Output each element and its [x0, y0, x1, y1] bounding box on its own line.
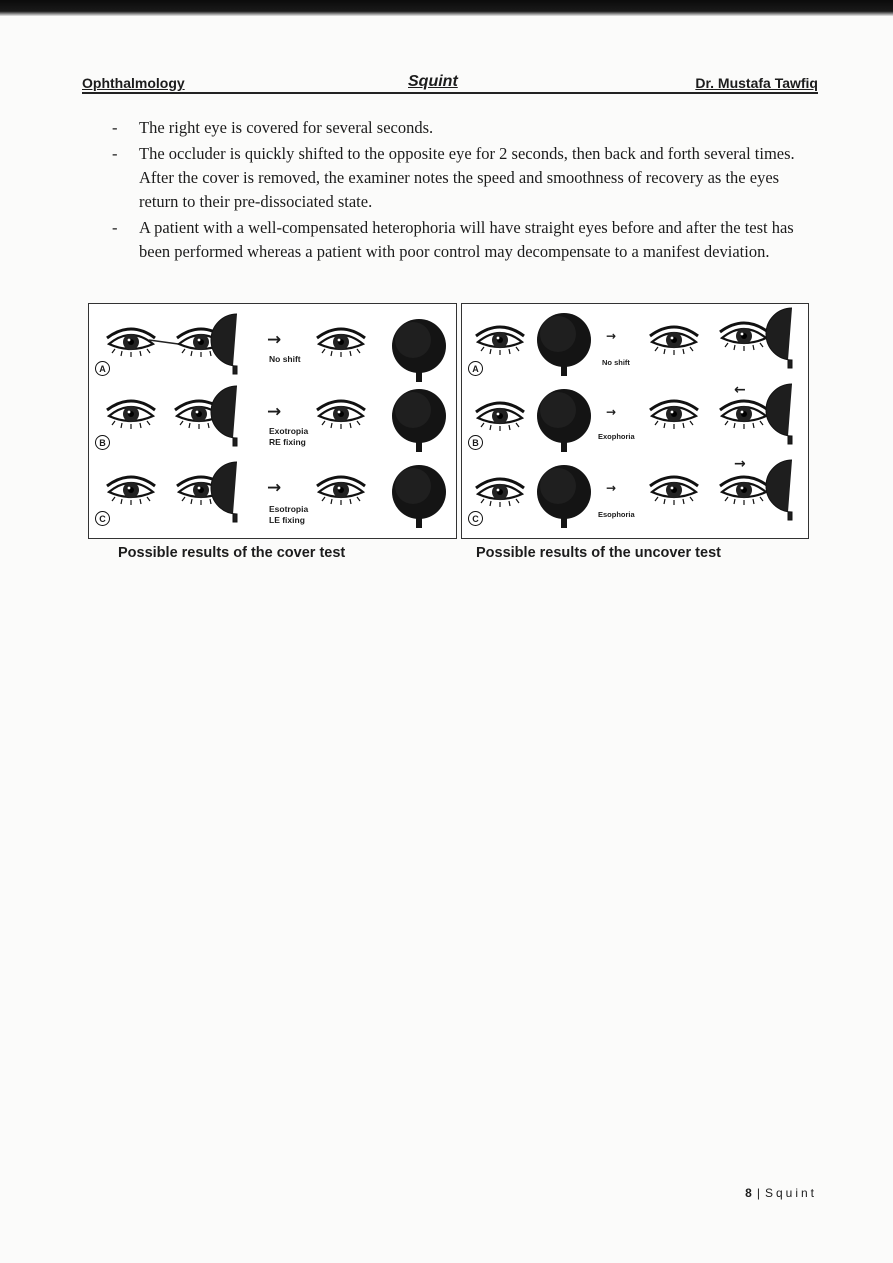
- uncover-label: Exophoria: [598, 432, 635, 441]
- footer-title: Squint: [764, 1186, 817, 1200]
- arrow-right-icon: →: [606, 481, 617, 495]
- row-letter: A: [95, 361, 110, 376]
- cover-row-a: [89, 310, 456, 380]
- page-footer: [745, 1186, 817, 1200]
- eye-pair-icon: [462, 384, 810, 454]
- cover-label: No shift: [269, 354, 301, 364]
- row-letter: C: [95, 511, 110, 526]
- bullet-item: - The occluder is quickly shifted to the opposite eye for 2 seconds, then back and forth several times. After the cover is removed, the examiner notes the speed and smoothness of recovery as the eyes return to their pre-dissociated state.: [112, 142, 812, 214]
- cover-label-sub: LE fixing: [269, 515, 305, 525]
- uncover-row-a: [462, 310, 808, 380]
- header-subject: Ophthalmology: [82, 75, 185, 91]
- arrow-right-icon: →: [267, 330, 282, 350]
- uncover-row-c: [462, 456, 808, 530]
- eye-pair-icon: [462, 310, 810, 380]
- scan-edge-shadow: [0, 0, 893, 16]
- row-letter: B: [468, 435, 483, 450]
- cover-label-sub: RE fixing: [269, 437, 306, 447]
- uncover-row-b: [462, 384, 808, 454]
- arrow-right-icon: →: [267, 402, 282, 422]
- page-header: [82, 66, 818, 94]
- uncover-label: No shift: [602, 358, 630, 367]
- cover-label: Esotropia: [269, 504, 309, 514]
- header-topic: Squint: [408, 73, 458, 90]
- arrow-right-icon: →: [734, 456, 746, 472]
- arrow-right-icon: →: [606, 405, 617, 419]
- eye-pair-icon: [462, 460, 810, 530]
- page-number: 8: [745, 1186, 752, 1200]
- cover-label: Exotropia: [269, 426, 309, 436]
- uncover-test-figure: [461, 303, 809, 539]
- cover-test-caption: Possible results of the cover test: [118, 545, 346, 561]
- row-letter: C: [468, 511, 483, 526]
- cover-test-figure: [88, 303, 457, 539]
- bullet-item: - A patient with a well-compensated heterophoria will have straight eyes before and after the test has been performed whereas a patient with poor control may decompensate to a manifest deviation.: [112, 216, 812, 264]
- row-letter: B: [95, 435, 110, 450]
- cover-row-c: [89, 460, 456, 530]
- arrow-left-icon: ←: [734, 382, 746, 398]
- uncover-test-caption: Possible results of the uncover test: [476, 545, 721, 561]
- bullet-list: [112, 116, 812, 266]
- header-author: Dr. Mustafa Tawfiq: [695, 75, 818, 91]
- arrow-right-icon: →: [606, 329, 617, 343]
- arrow-right-icon: →: [267, 478, 282, 498]
- cover-row-b: [89, 384, 456, 454]
- footer-separator: |: [756, 1186, 760, 1200]
- row-letter: A: [468, 361, 483, 376]
- uncover-label: Esophoria: [598, 510, 635, 519]
- bullet-item: - The right eye is covered for several seconds.: [112, 116, 812, 140]
